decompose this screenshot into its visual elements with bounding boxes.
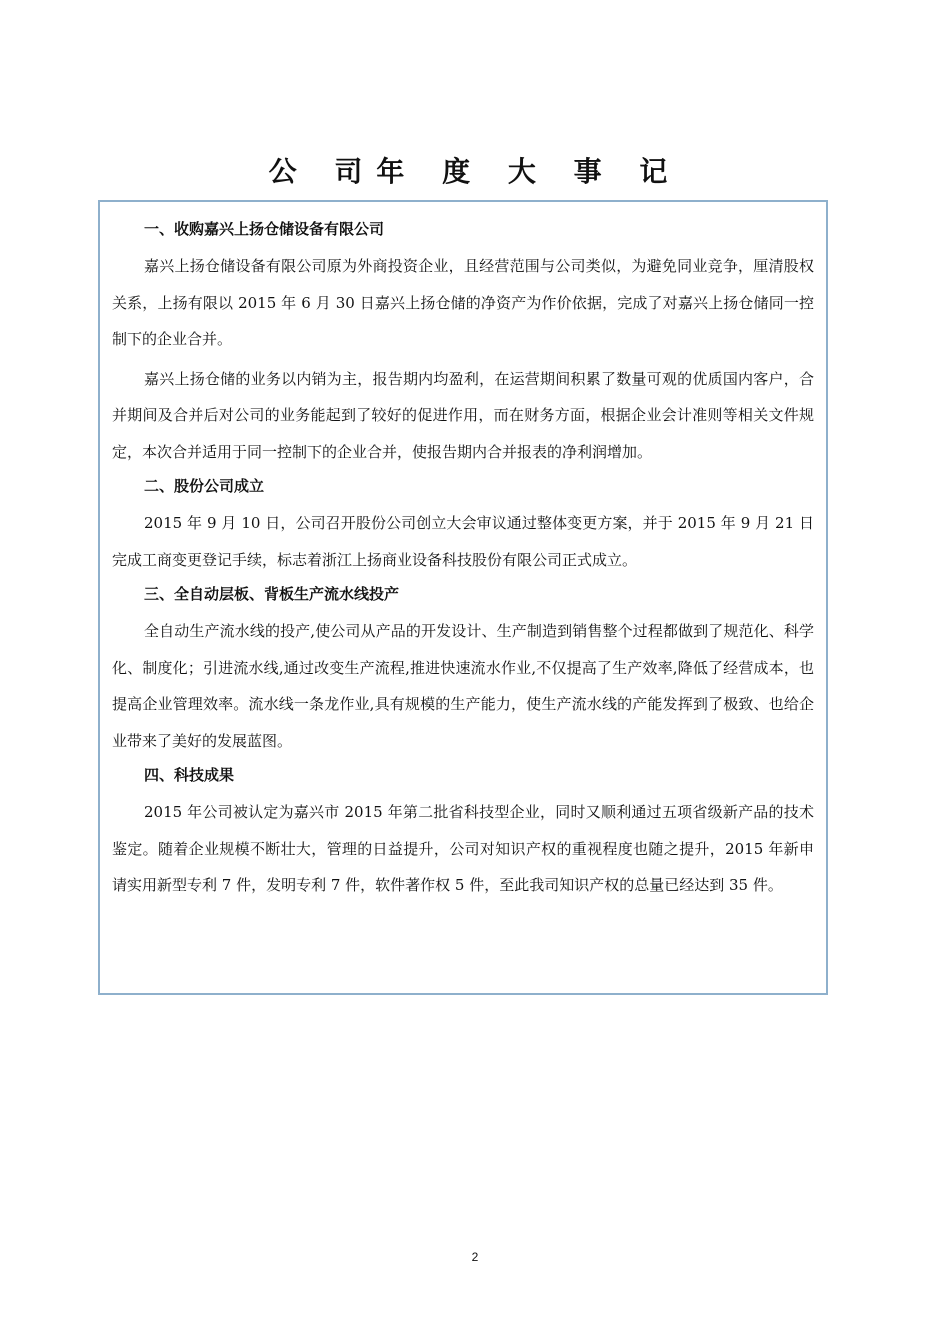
section-company-established <box>112 473 814 578</box>
page-number: 2 <box>471 1250 479 1264</box>
section-paragraph: 嘉兴上扬仓储的业务以内销为主，报告期内均盈利，在运营期间积累了数量可观的优质国内客户，合并期间及合并后对公司的业务能起到了较好的促进作用，而在财务方面，根据企业会计准则等相关文件规定，本次合并适用于同一控制下的企业合并，使报告期内合并报表的净利润增加。 <box>112 369 814 461</box>
section-production-line <box>112 581 814 759</box>
section-heading: 二、股份公司成立 <box>144 477 265 495</box>
section-heading: 四、科技成果 <box>144 766 235 784</box>
section-tech-achievements <box>112 762 814 904</box>
section-paragraph: 2015 年 9 月 10 日，公司召开股份公司创立大会审议通过整体变更方案，并于 2015 年 9 月 21 日完成工商变更登记手续，标志着浙江上扬商业设备科技股份有限公司正式成立。 <box>112 514 814 569</box>
section-paragraph: 嘉兴上扬仓储设备有限公司原为外商投资企业，且经营范围与公司类似，为避免同业竞争，厘清股权关系，上扬有限以 2015 年 6 月 30 日嘉兴上扬仓储的净资产为作价依据，完成了对嘉兴上扬仓储同一控制下的企业合并。 <box>112 257 814 348</box>
section-acquisition <box>112 216 814 470</box>
section-paragraph: 全自动生产流水线的投产,使公司从产品的开发设计、生产制造到销售整个过程都做到了规范化、科学化、制度化；引进流水线,通过改变生产流程,推进快速流水作业,不仅提高了生产效率,降低了经营成本，也提高企业管理效率。流水线一条龙作业,具有规模的生产能力，使生产流水线的产能发挥到了极致、也给企业带来了美好的发展蓝图。 <box>112 622 814 750</box>
section-heading: 三、全自动层板、背板生产流水线投产 <box>144 585 400 603</box>
section-heading: 一、收购嘉兴上扬仓储设备有限公司 <box>144 220 385 238</box>
events-box <box>98 200 828 995</box>
section-paragraph: 2015 年公司被认定为嘉兴市 2015 年第二批省科技型企业，同时又顺利通过五项省级新产品的技术鉴定。随着企业规模不断壮大，管理的日益提升，公司对知识产权的重视程度也随之提升，2015 年新申请实用新型专利 7 件，发明专利 7 件，软件著作权 5 件，至此我司知识产权的总量已经达到 35 件。 <box>112 803 814 894</box>
page-title: 公 司年 度 大 事 记 <box>268 155 682 188</box>
